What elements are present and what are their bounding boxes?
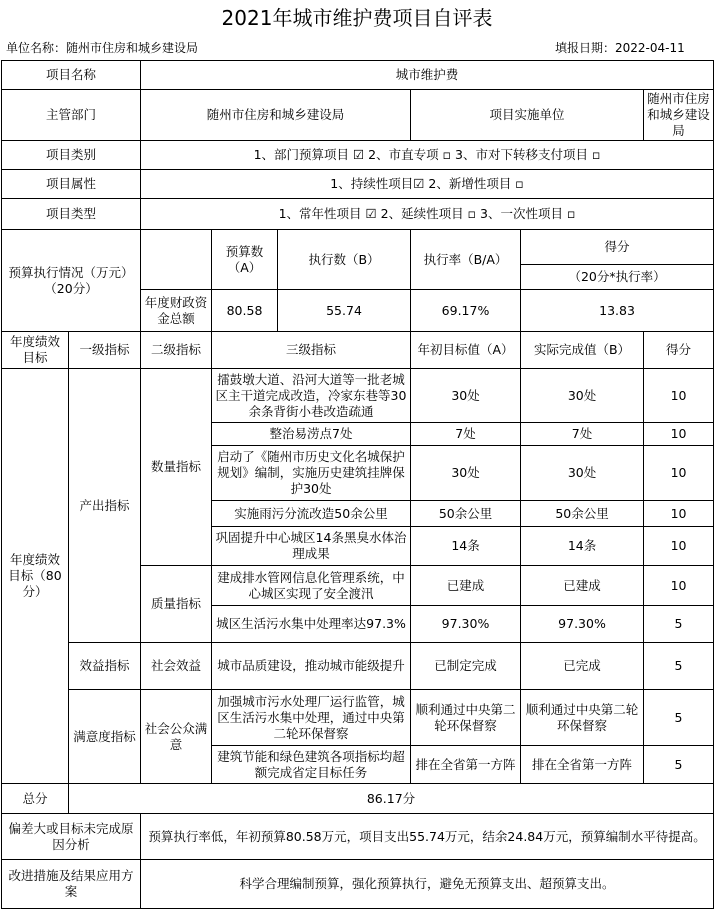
rate-value: 69.17%: [411, 290, 521, 332]
indicator-score: 10: [644, 527, 714, 566]
indicator-name: 整治易涝点7处: [212, 423, 411, 446]
indicator-score: 10: [644, 446, 714, 501]
indicator-target: 14条: [411, 527, 521, 566]
deviation-text: 预算执行率低，年初预算80.58万元，项目支出55.74万元，结余24.84万元，预算编制水平待提高。: [141, 814, 714, 860]
header-level2: 二级指标: [141, 332, 212, 369]
col-exec: 执行数（B）: [278, 230, 411, 290]
header-goal: 年度绩效目标: [2, 332, 69, 369]
category-label: 项目类别: [2, 141, 141, 170]
report-date: 2022-04-11: [615, 41, 685, 55]
indicator-row: [2, 690, 714, 746]
header-score: 得分: [644, 332, 714, 369]
indicator-actual: 50余公里: [521, 501, 644, 527]
evaluation-table: [1, 60, 714, 909]
public-satisfaction-indicator: 社会公众满意: [141, 690, 212, 784]
indicator-target: 顺利通过中央第二轮环保督察: [411, 690, 521, 746]
indicator-score: 5: [644, 643, 714, 690]
indicator-target: 排在全省第一方阵: [411, 746, 521, 784]
improvement-text: 科学合理编制预算，强化预算执行，避免无预算支出、超预算支出。: [141, 860, 714, 909]
score-formula: （20分*执行率）: [521, 265, 714, 290]
indicator-target: 已制定完成: [411, 643, 521, 690]
indicator-actual: 排在全省第一方阵: [521, 746, 644, 784]
indicator-name: 实施雨污分流改造50余公里: [212, 501, 411, 527]
improvement-label: 改进措施及结果应用方案: [2, 860, 141, 909]
col-score: 得分: [521, 230, 714, 265]
indicator-actual: 30处: [521, 369, 644, 423]
type-value: 1、常年性项目 ☑ 2、延续性项目 ▫ 3、一次性项目 ▫: [141, 199, 714, 230]
indicator-target: 已建成: [411, 566, 521, 606]
indicator-name: 城市品质建设，推动城市能级提升: [212, 643, 411, 690]
indicator-name: 城区生活污水集中处理率达97.3%: [212, 606, 411, 643]
total-label: 总分: [2, 784, 69, 814]
indicator-score: 10: [644, 369, 714, 423]
indicator-score: 5: [644, 746, 714, 784]
row-category: [2, 141, 714, 170]
budget-value: 80.58: [212, 290, 278, 332]
row-budget-header: [2, 230, 714, 265]
category-value: 1、部门预算项目 ☑ 2、市直专项 ▫ 3、市对下转移支付项目 ▫: [141, 141, 714, 170]
indicator-actual: 7处: [521, 423, 644, 446]
header-target: 年初目标值（A）: [411, 332, 521, 369]
fund-total-label: 年度财政资金总额: [141, 290, 212, 332]
row-attribute: [2, 170, 714, 199]
impl-value: 随州市住房和城乡建设局: [644, 90, 714, 141]
exec-value: 55.74: [278, 290, 411, 332]
row-project-name: [2, 61, 714, 90]
benefit-indicator: 效益指标: [69, 643, 141, 690]
quality-indicator: 质量指标: [141, 566, 212, 643]
indicator-actual: 顺利通过中央第二轮环保督察: [521, 690, 644, 746]
indicator-actual: 30处: [521, 446, 644, 501]
indicator-actual: 97.30%: [521, 606, 644, 643]
budget-label: 预算执行情况（万元）（20分）: [2, 230, 141, 332]
indicator-target: 30处: [411, 446, 521, 501]
row-indicator-header: [2, 332, 714, 369]
unit-info: [6, 36, 198, 60]
indicator-actual: 已完成: [521, 643, 644, 690]
indicator-row: [2, 643, 714, 690]
satisfaction-indicator: 满意度指标: [69, 690, 141, 784]
type-label: 项目类型: [2, 199, 141, 230]
indicator-actual: 已建成: [521, 566, 644, 606]
quantity-indicator: 数量指标: [141, 369, 212, 566]
goal-label: 年度绩效目标（80分）: [2, 369, 69, 784]
date-label: 填报日期：: [555, 41, 616, 55]
social-benefit-indicator: 社会效益: [141, 643, 212, 690]
row-type: [2, 199, 714, 230]
indicator-target: 7处: [411, 423, 521, 446]
header-level3: 三级指标: [212, 332, 411, 369]
indicator-score: 5: [644, 690, 714, 746]
indicator-name: 启动了《随州市历史文化名城保护规划》编制，实施历史建筑挂牌保护30处: [212, 446, 411, 501]
deviation-label: 偏差大或目标未完成原因分析: [2, 814, 141, 860]
indicator-name: 加强城市污水处理厂运行监管，城区生活污水集中处理，通过中央第二轮环保督察: [212, 690, 411, 746]
dept-label: 主管部门: [2, 90, 141, 141]
attr-label: 项目属性: [2, 170, 141, 199]
attr-value: 1、持续性项目☑ 2、新增性项目 ▫: [141, 170, 714, 199]
row-deviation: [2, 814, 714, 860]
indicator-score: 10: [644, 423, 714, 446]
output-indicator: 产出指标: [69, 369, 141, 643]
total-value: 86.17分: [69, 784, 714, 814]
impl-label: 项目实施单位: [411, 90, 644, 141]
indicator-name: 建成排水管网信息化管理系统，中心城区实现了安全渡汛: [212, 566, 411, 606]
indicator-actual: 14条: [521, 527, 644, 566]
unit-label: 单位名称：: [6, 41, 67, 55]
score-value: 13.83: [521, 290, 714, 332]
col-budget: 预算数（A）: [212, 230, 278, 290]
header-level1: 一级指标: [69, 332, 141, 369]
indicator-name: 巩固提升中心城区14条黑臭水体治理成果: [212, 527, 411, 566]
budget-spacer: [141, 230, 212, 290]
indicator-target: 50余公里: [411, 501, 521, 527]
indicator-name: 建筑节能和绿色建筑各项指标均超额完成省定目标任务: [212, 746, 411, 784]
col-rate: 执行率（B/A）: [411, 230, 521, 290]
date-info: [555, 36, 685, 60]
page-title: 2021年城市维护费项目自评表: [221, 6, 493, 30]
row-total: [2, 784, 714, 814]
indicator-score: 10: [644, 566, 714, 606]
indicator-score: 10: [644, 501, 714, 527]
row-department: [2, 90, 714, 141]
indicator-target: 97.30%: [411, 606, 521, 643]
indicator-name: 擂鼓墩大道、沿河大道等一批老城区主干道完成改造，冷家东巷等30余条背街小巷改造疏通: [212, 369, 411, 423]
indicator-target: 30处: [411, 369, 521, 423]
project-name-value: 城市维护费: [141, 61, 714, 90]
indicator-score: 5: [644, 606, 714, 643]
dept-value: 随州市住房和城乡建设局: [141, 90, 411, 141]
project-name-label: 项目名称: [2, 61, 141, 90]
indicator-row: [2, 369, 714, 423]
header-actual: 实际完成值（B）: [521, 332, 644, 369]
row-improvement: [2, 860, 714, 909]
unit-name: 随州市住房和城乡建设局: [66, 41, 199, 55]
